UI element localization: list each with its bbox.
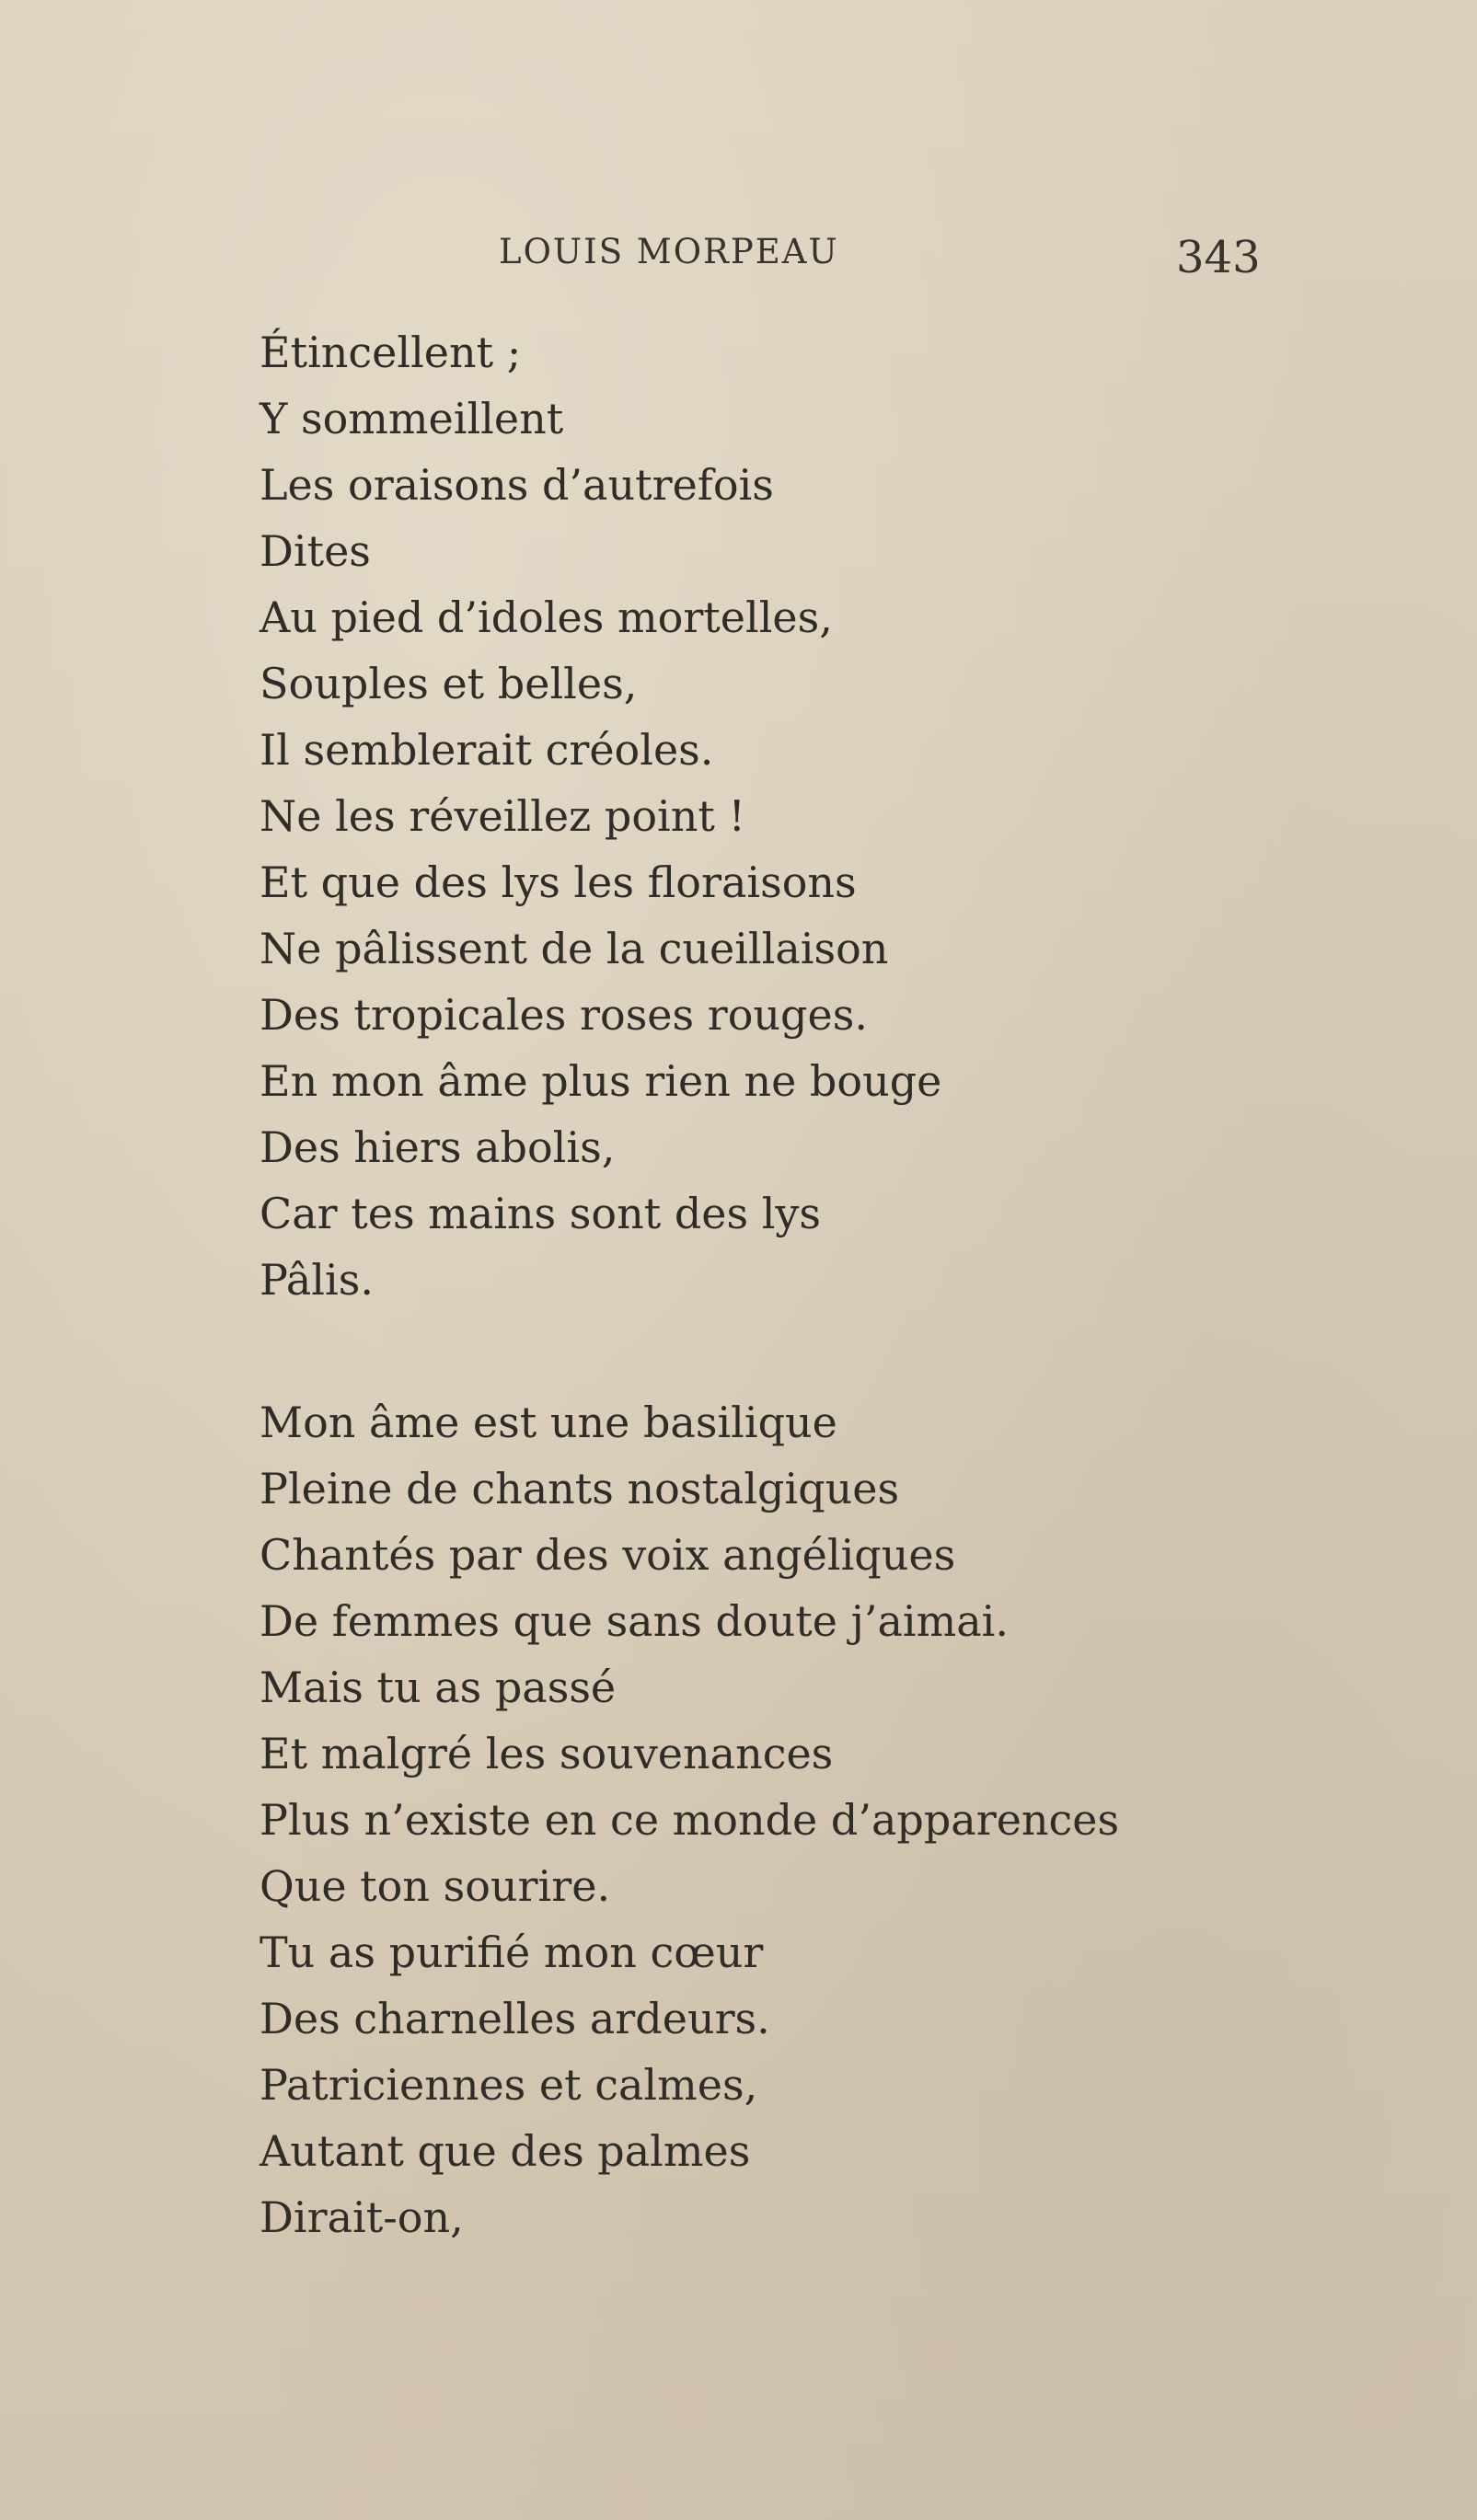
verse-line: Tu as purifié mon cœur [260,1927,764,1977]
verse-line: Mon âme est une basilique [260,1398,837,1447]
verse-line: Car tes mains sont des lys [260,1189,822,1238]
verse-line: Et malgré les souvenances [260,1729,834,1778]
running-head: LOUIS MORPEAU [499,232,839,271]
verse-line: Souples et belles, [260,659,638,708]
verse-line: Y sommeillent [260,394,564,443]
verse-line: Pleine de chants nostalgiques [260,1464,900,1513]
page-number: 343 [1176,232,1261,283]
stanza-2 [260,1389,1119,2250]
stanza-1 [260,319,941,1313]
verse-line: Il semblerait créoles. [260,725,714,775]
verse-line: Des tropicales roses rouges. [260,990,868,1040]
verse-line: Mais tu as passé [260,1663,617,1712]
verse-line: Des charnelles ardeurs. [260,1994,770,2043]
verse-line: Autant que des palmes [260,2126,751,2176]
verse-line: Ne les réveillez point ! [260,791,745,841]
verse-line: Plus n’existe en ce monde d’apparences [260,1795,1120,1845]
verse-line: Les oraisons d’autrefois [260,460,774,510]
verse-line: Et que des lys les floraisons [260,857,857,907]
verse-line: Pâlis. [260,1255,374,1305]
verse-line: Patriciennes et calmes, [260,2060,758,2110]
verse-line: De femmes que sans doute j’aimai. [260,1596,1009,1646]
verse-line: En mon âme plus rien ne bouge [260,1056,942,1106]
verse-line: Ne pâlissent de la cueillaison [260,924,889,973]
verse-line: Chantés par des voix angéliques [260,1530,956,1580]
verse-line: Que ton sourire. [260,1861,611,1911]
verse-line: Dirait-on, [260,2192,464,2242]
verse-line: Dites [260,526,371,576]
verse-line: Au pied d’idoles mortelles, [260,593,833,642]
verse-line: Des hiers abolis, [260,1122,616,1172]
verse-line: Étincellent ; [260,328,522,377]
